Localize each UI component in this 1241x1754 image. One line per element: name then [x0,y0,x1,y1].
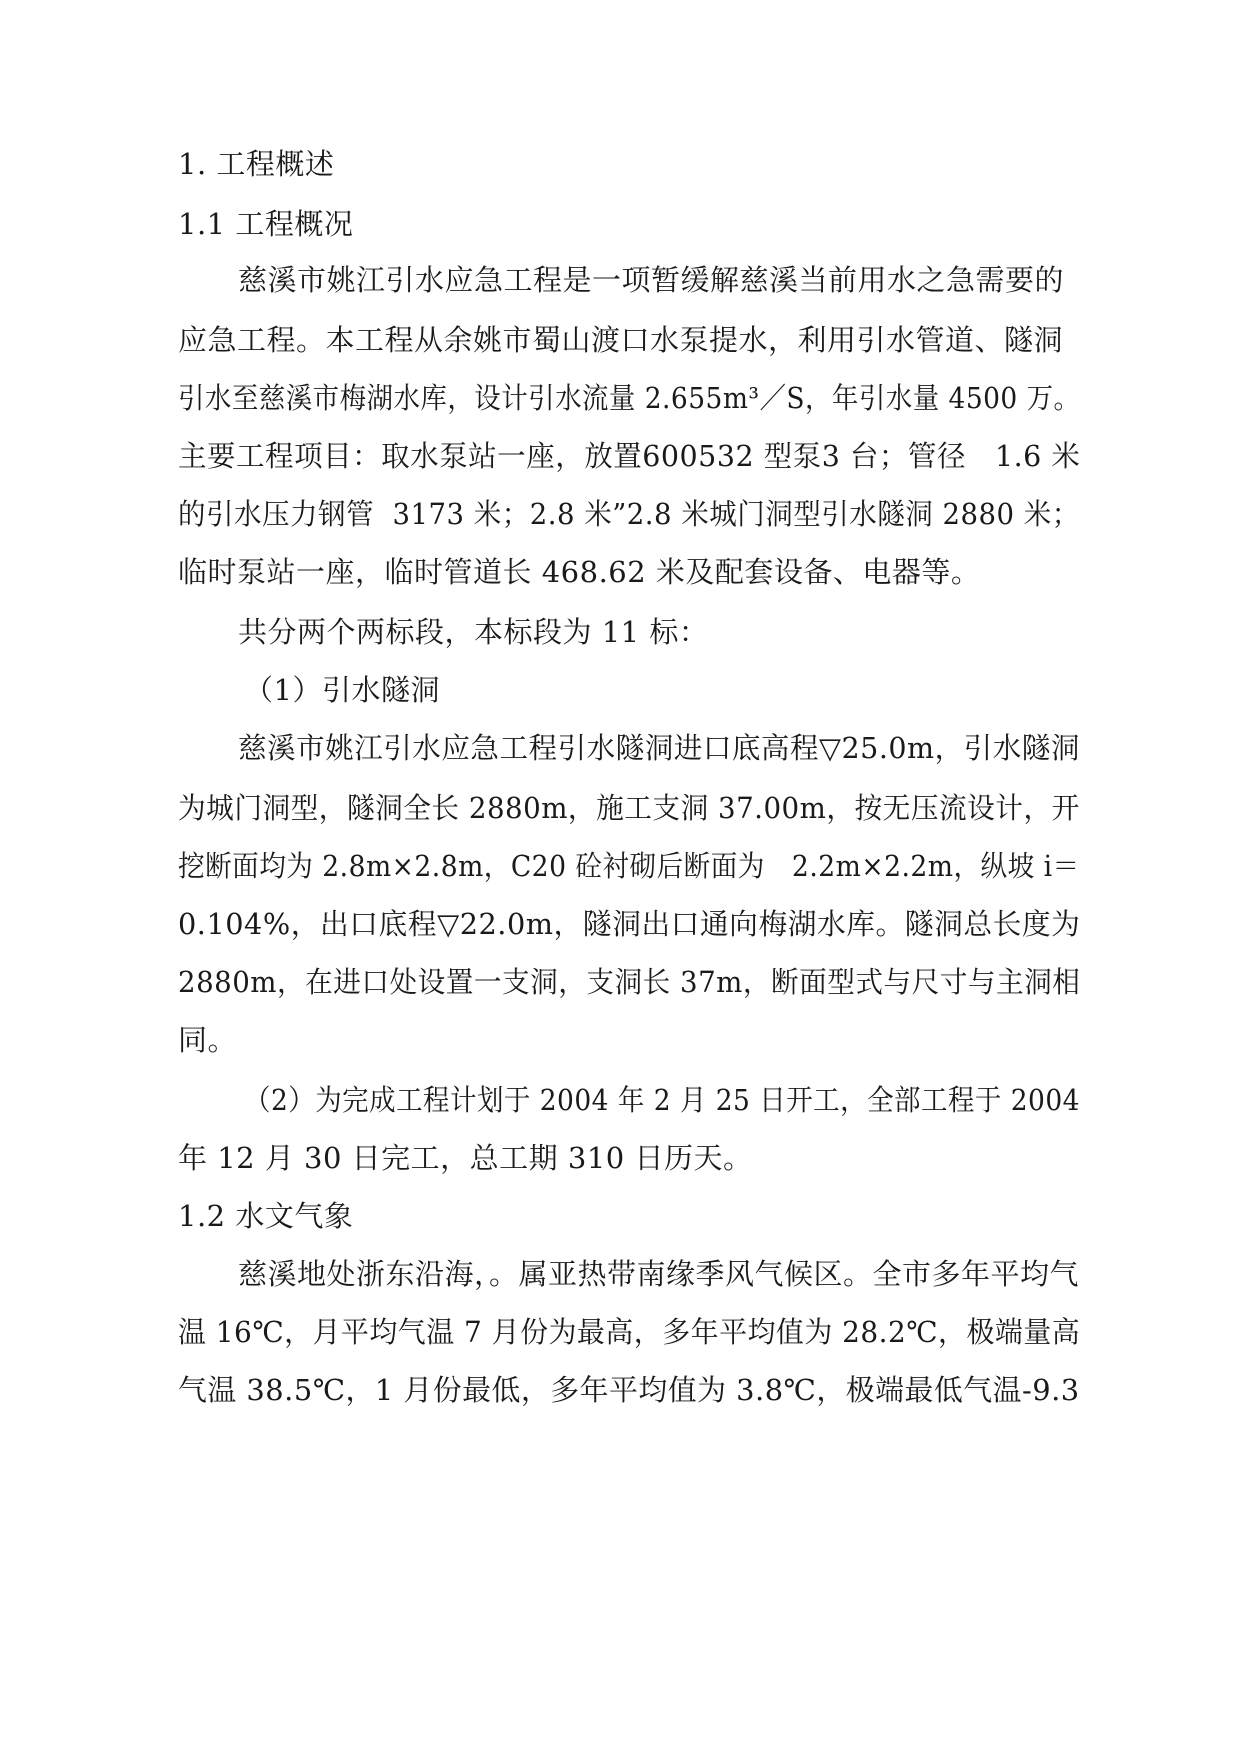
paragraph-line: 慈溪地处浙东沿海，。属亚热带南缘季风气候区。全市多年平均气 [238,1257,1080,1291]
paragraph-line: 年 12 月 30 日完工，总工期 310 日历天。 [178,1141,753,1175]
paragraph-line: 慈溪市姚江引水应急工程引水隧洞进口底高程▽25.0m，引水隧洞 [238,731,1080,765]
paragraph-line: 临时泵站一座，临时管道长 468.62 米及配套设备、电器等。 [178,555,981,589]
paragraph-line: 气温 38.5℃，1 月份最低，多年平均值为 3.8℃，极端最低气温-9.3 [178,1373,1080,1407]
subsection-heading-1-2: 1.2 水文气象 [178,1199,354,1233]
paragraph-line: 温 16℃，月平均气温 7 月份为最高，多年平均值为 28.2℃，极端量高 [178,1315,1081,1349]
sections-paragraph: 共分两个两标段，本标段为 11 标： [238,615,709,649]
paragraph-line: 0.104%，出口底程▽22.0m，隧洞出口通向梅湖水库。隧洞总长度为 [178,907,1081,941]
section-heading-1: 1. 工程概述 [178,147,335,181]
paragraph-line: 慈溪市姚江引水应急工程是一项暂缓解慈溪当前用水之急需要的 [238,263,1065,297]
item-1-title: （1）引水隧洞 [244,673,440,707]
paragraph-line: （2）为完成工程计划于 2004 年 2 月 25 日开工，全部工程于 2004 [244,1083,1080,1117]
paragraph-line: 主要工程项目：取水泵站一座，放置600532 型泵3 台；管径 1.6 米 [178,439,1081,473]
paragraph-line: 同。 [178,1023,238,1057]
subsection-heading-1-1: 1.1 工程概况 [178,207,354,241]
paragraph-line: 挖断面均为 2.8m×2.8m，C20 砼衬砌后断面为 2.2m×2.2m，纵坡 i＝ [178,849,1080,883]
paragraph-line: 为城门洞型，隧洞全长 2880m，施工支洞 37.00m，按无压流设计，开 [178,791,1080,825]
paragraph-line: 的引水压力钢管 3173 米；2.8 米”2.8 米城门洞型引水隧洞 2880 米； [178,497,1080,531]
paragraph-line: 2880m，在进口处设置一支洞，支洞长 37m，断面型式与尺寸与主洞相 [178,965,1081,999]
paragraph-line: 应急工程。本工程从余姚市蜀山渡口水泵提水，利用引水管道、隧洞 [178,323,1064,357]
paragraph-line: 引水至慈溪市梅湖水库，设计引水流量 2.655m³／S，年引水量 4500 万。 [178,381,1081,415]
